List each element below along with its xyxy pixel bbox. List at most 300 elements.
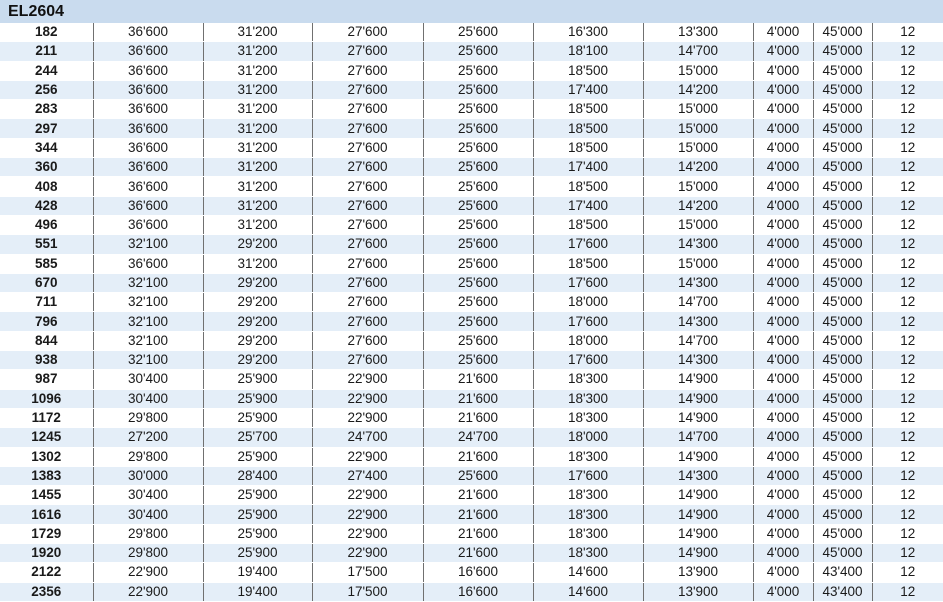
row-value-cell: 25'600	[423, 312, 533, 331]
row-value-cell: 19'400	[203, 582, 312, 601]
row-value-cell: 27'600	[312, 312, 423, 331]
row-value-cell: 17'400	[533, 158, 643, 177]
row-value-cell: 22'900	[312, 389, 423, 408]
row-value-cell: 31'200	[203, 100, 312, 119]
row-model-cell: 428	[0, 196, 93, 215]
row-value-cell: 27'600	[312, 273, 423, 292]
row-model-cell: 182	[0, 23, 93, 42]
row-value-cell: 4'000	[753, 544, 813, 563]
table-row	[0, 23, 943, 42]
row-value-cell: 45'000	[813, 235, 872, 254]
row-value-cell: 29'200	[203, 273, 312, 292]
row-value-cell: 17'400	[533, 80, 643, 99]
row-value-cell: 12	[872, 466, 943, 485]
row-value-cell: 45'000	[813, 331, 872, 350]
row-value-cell: 21'600	[423, 408, 533, 427]
row-value-cell: 4'000	[753, 486, 813, 505]
row-value-cell: 25'600	[423, 100, 533, 119]
row-value-cell: 4'000	[753, 563, 813, 582]
row-value-cell: 45'000	[813, 389, 872, 408]
row-value-cell: 27'600	[312, 23, 423, 42]
row-value-cell: 14'900	[643, 408, 753, 427]
table-row	[0, 254, 943, 273]
row-value-cell: 27'600	[312, 351, 423, 370]
row-value-cell: 31'200	[203, 215, 312, 234]
row-value-cell: 4'000	[753, 80, 813, 99]
row-value-cell: 12	[872, 351, 943, 370]
row-value-cell: 22'900	[312, 370, 423, 389]
row-value-cell: 29'200	[203, 331, 312, 350]
row-value-cell: 28'400	[203, 466, 312, 485]
row-value-cell: 36'600	[93, 196, 203, 215]
row-value-cell: 18'300	[533, 408, 643, 427]
row-value-cell: 12	[872, 312, 943, 331]
row-value-cell: 30'400	[93, 486, 203, 505]
row-value-cell: 27'600	[312, 119, 423, 138]
table-row	[0, 389, 943, 408]
row-value-cell: 13'900	[643, 563, 753, 582]
row-value-cell: 30'400	[93, 370, 203, 389]
row-value-cell: 14'700	[643, 331, 753, 350]
row-value-cell: 18'300	[533, 524, 643, 543]
row-model-cell: 1172	[0, 408, 93, 427]
table-row	[0, 273, 943, 292]
row-value-cell: 45'000	[813, 158, 872, 177]
row-value-cell: 17'600	[533, 235, 643, 254]
row-value-cell: 21'600	[423, 370, 533, 389]
row-value-cell: 12	[872, 100, 943, 119]
row-value-cell: 32'100	[93, 273, 203, 292]
row-model-cell: 360	[0, 158, 93, 177]
row-value-cell: 12	[872, 158, 943, 177]
row-value-cell: 30'400	[93, 505, 203, 524]
row-value-cell: 15'000	[643, 177, 753, 196]
row-value-cell: 45'000	[813, 447, 872, 466]
row-value-cell: 14'900	[643, 524, 753, 543]
row-value-cell: 45'000	[813, 61, 872, 80]
row-value-cell: 15'000	[643, 100, 753, 119]
row-value-cell: 25'600	[423, 42, 533, 61]
row-model-cell: 256	[0, 80, 93, 99]
row-value-cell: 18'100	[533, 42, 643, 61]
row-value-cell: 12	[872, 331, 943, 350]
row-value-cell: 27'600	[312, 80, 423, 99]
row-value-cell: 17'500	[312, 582, 423, 601]
row-value-cell: 18'500	[533, 119, 643, 138]
row-value-cell: 17'600	[533, 466, 643, 485]
row-value-cell: 12	[872, 23, 943, 42]
row-value-cell: 18'000	[533, 428, 643, 447]
row-value-cell: 29'200	[203, 351, 312, 370]
table-row	[0, 582, 943, 601]
row-model-cell: 283	[0, 100, 93, 119]
row-model-cell: 1245	[0, 428, 93, 447]
table-row	[0, 447, 943, 466]
row-value-cell: 14'300	[643, 351, 753, 370]
row-value-cell: 15'000	[643, 138, 753, 157]
row-value-cell: 43'400	[813, 563, 872, 582]
row-value-cell: 31'200	[203, 158, 312, 177]
row-value-cell: 27'600	[312, 331, 423, 350]
row-value-cell: 25'600	[423, 196, 533, 215]
table-row	[0, 177, 943, 196]
row-value-cell: 25'900	[203, 447, 312, 466]
row-value-cell: 14'900	[643, 389, 753, 408]
row-value-cell: 12	[872, 544, 943, 563]
row-value-cell: 15'000	[643, 119, 753, 138]
row-value-cell: 4'000	[753, 524, 813, 543]
row-value-cell: 4'000	[753, 447, 813, 466]
row-value-cell: 29'800	[93, 408, 203, 427]
row-value-cell: 30'400	[93, 389, 203, 408]
row-value-cell: 36'600	[93, 254, 203, 273]
row-value-cell: 4'000	[753, 370, 813, 389]
row-value-cell: 45'000	[813, 351, 872, 370]
row-value-cell: 31'200	[203, 177, 312, 196]
row-value-cell: 16'300	[533, 23, 643, 42]
row-value-cell: 16'600	[423, 563, 533, 582]
table-row	[0, 408, 943, 427]
row-value-cell: 17'400	[533, 196, 643, 215]
row-value-cell: 12	[872, 177, 943, 196]
row-value-cell: 14'300	[643, 312, 753, 331]
row-model-cell: 244	[0, 61, 93, 80]
row-value-cell: 36'600	[93, 177, 203, 196]
row-model-cell: 1455	[0, 486, 93, 505]
table-row	[0, 119, 943, 138]
row-value-cell: 29'800	[93, 447, 203, 466]
row-value-cell: 14'200	[643, 196, 753, 215]
row-model-cell: 344	[0, 138, 93, 157]
row-value-cell: 32'100	[93, 293, 203, 312]
row-value-cell: 4'000	[753, 23, 813, 42]
row-value-cell: 25'600	[423, 235, 533, 254]
row-value-cell: 18'300	[533, 447, 643, 466]
table-row	[0, 80, 943, 99]
row-value-cell: 14'700	[643, 42, 753, 61]
row-value-cell: 25'600	[423, 331, 533, 350]
row-value-cell: 4'000	[753, 505, 813, 524]
row-value-cell: 25'900	[203, 505, 312, 524]
spec-table-body	[0, 23, 943, 601]
row-value-cell: 4'000	[753, 158, 813, 177]
row-value-cell: 30'000	[93, 466, 203, 485]
table-row	[0, 428, 943, 447]
row-value-cell: 25'900	[203, 370, 312, 389]
row-value-cell: 17'600	[533, 351, 643, 370]
row-model-cell: 796	[0, 312, 93, 331]
row-value-cell: 32'100	[93, 351, 203, 370]
row-value-cell: 45'000	[813, 486, 872, 505]
row-value-cell: 17'600	[533, 312, 643, 331]
row-value-cell: 14'900	[643, 486, 753, 505]
row-value-cell: 4'000	[753, 293, 813, 312]
table-row	[0, 138, 943, 157]
row-value-cell: 12	[872, 428, 943, 447]
row-value-cell: 45'000	[813, 428, 872, 447]
table-row	[0, 293, 943, 312]
row-value-cell: 15'000	[643, 215, 753, 234]
row-value-cell: 32'100	[93, 331, 203, 350]
row-value-cell: 4'000	[753, 254, 813, 273]
row-value-cell: 18'500	[533, 254, 643, 273]
table-row	[0, 215, 943, 234]
row-value-cell: 14'300	[643, 466, 753, 485]
table-row	[0, 312, 943, 331]
row-value-cell: 36'600	[93, 100, 203, 119]
table-title-bar	[0, 0, 943, 23]
row-value-cell: 29'200	[203, 312, 312, 331]
row-model-cell: 297	[0, 119, 93, 138]
row-value-cell: 45'000	[813, 254, 872, 273]
row-value-cell: 14'900	[643, 505, 753, 524]
row-value-cell: 36'600	[93, 138, 203, 157]
row-value-cell: 14'700	[643, 428, 753, 447]
row-value-cell: 14'900	[643, 544, 753, 563]
row-value-cell: 22'900	[312, 447, 423, 466]
row-value-cell: 25'900	[203, 524, 312, 543]
table-title: EL2604	[8, 2, 65, 20]
row-value-cell: 25'900	[203, 544, 312, 563]
row-value-cell: 45'000	[813, 370, 872, 389]
row-value-cell: 17'500	[312, 563, 423, 582]
row-value-cell: 31'200	[203, 80, 312, 99]
row-value-cell: 15'000	[643, 61, 753, 80]
row-value-cell: 4'000	[753, 312, 813, 331]
table-row	[0, 158, 943, 177]
row-value-cell: 12	[872, 505, 943, 524]
row-value-cell: 14'200	[643, 80, 753, 99]
row-value-cell: 4'000	[753, 582, 813, 601]
row-value-cell: 12	[872, 524, 943, 543]
row-model-cell: 2122	[0, 563, 93, 582]
table-row	[0, 486, 943, 505]
row-value-cell: 21'600	[423, 389, 533, 408]
row-value-cell: 18'500	[533, 215, 643, 234]
row-value-cell: 12	[872, 215, 943, 234]
table-row	[0, 196, 943, 215]
table-row	[0, 505, 943, 524]
row-value-cell: 4'000	[753, 177, 813, 196]
row-value-cell: 27'600	[312, 61, 423, 80]
row-value-cell: 25'600	[423, 80, 533, 99]
row-value-cell: 24'700	[312, 428, 423, 447]
row-value-cell: 12	[872, 80, 943, 99]
row-value-cell: 4'000	[753, 196, 813, 215]
row-value-cell: 45'000	[813, 42, 872, 61]
row-model-cell: 1302	[0, 447, 93, 466]
row-value-cell: 18'500	[533, 100, 643, 119]
row-value-cell: 12	[872, 254, 943, 273]
table-row	[0, 524, 943, 543]
row-value-cell: 31'200	[203, 61, 312, 80]
row-model-cell: 551	[0, 235, 93, 254]
row-value-cell: 27'600	[312, 196, 423, 215]
row-value-cell: 12	[872, 293, 943, 312]
row-value-cell: 25'900	[203, 408, 312, 427]
row-value-cell: 12	[872, 408, 943, 427]
row-value-cell: 4'000	[753, 215, 813, 234]
row-value-cell: 22'900	[312, 524, 423, 543]
row-value-cell: 25'900	[203, 486, 312, 505]
row-value-cell: 36'600	[93, 119, 203, 138]
row-value-cell: 4'000	[753, 61, 813, 80]
row-model-cell: 1729	[0, 524, 93, 543]
row-value-cell: 45'000	[813, 312, 872, 331]
row-value-cell: 4'000	[753, 119, 813, 138]
row-value-cell: 4'000	[753, 466, 813, 485]
row-value-cell: 18'300	[533, 544, 643, 563]
row-value-cell: 36'600	[93, 23, 203, 42]
row-value-cell: 12	[872, 61, 943, 80]
row-value-cell: 22'900	[312, 486, 423, 505]
row-value-cell: 25'600	[423, 293, 533, 312]
row-value-cell: 31'200	[203, 119, 312, 138]
row-value-cell: 14'300	[643, 273, 753, 292]
row-value-cell: 22'900	[312, 408, 423, 427]
row-value-cell: 25'700	[203, 428, 312, 447]
row-value-cell: 31'200	[203, 42, 312, 61]
row-value-cell: 45'000	[813, 215, 872, 234]
row-value-cell: 31'200	[203, 138, 312, 157]
row-value-cell: 21'600	[423, 486, 533, 505]
row-value-cell: 45'000	[813, 293, 872, 312]
row-value-cell: 25'600	[423, 119, 533, 138]
row-value-cell: 45'000	[813, 100, 872, 119]
table-row	[0, 351, 943, 370]
row-value-cell: 21'600	[423, 447, 533, 466]
row-value-cell: 12	[872, 42, 943, 61]
row-value-cell: 45'000	[813, 466, 872, 485]
row-value-cell: 36'600	[93, 61, 203, 80]
row-value-cell: 4'000	[753, 100, 813, 119]
table-row	[0, 235, 943, 254]
row-value-cell: 45'000	[813, 544, 872, 563]
row-value-cell: 25'600	[423, 177, 533, 196]
row-value-cell: 36'600	[93, 80, 203, 99]
row-value-cell: 31'200	[203, 196, 312, 215]
row-value-cell: 25'600	[423, 23, 533, 42]
row-value-cell: 25'600	[423, 158, 533, 177]
row-value-cell: 27'200	[93, 428, 203, 447]
row-value-cell: 45'000	[813, 505, 872, 524]
row-value-cell: 14'300	[643, 235, 753, 254]
row-value-cell: 24'700	[423, 428, 533, 447]
row-value-cell: 4'000	[753, 351, 813, 370]
row-value-cell: 12	[872, 582, 943, 601]
row-value-cell: 25'600	[423, 273, 533, 292]
row-value-cell: 18'300	[533, 389, 643, 408]
row-model-cell: 711	[0, 293, 93, 312]
row-value-cell: 18'500	[533, 177, 643, 196]
row-model-cell: 1920	[0, 544, 93, 563]
row-value-cell: 13'900	[643, 582, 753, 601]
row-value-cell: 43'400	[813, 582, 872, 601]
row-value-cell: 25'600	[423, 215, 533, 234]
row-value-cell: 15'000	[643, 254, 753, 273]
spec-table	[0, 23, 943, 602]
row-model-cell: 2356	[0, 582, 93, 601]
row-value-cell: 12	[872, 138, 943, 157]
row-model-cell: 670	[0, 273, 93, 292]
row-value-cell: 27'600	[312, 293, 423, 312]
row-value-cell: 45'000	[813, 23, 872, 42]
row-model-cell: 408	[0, 177, 93, 196]
row-value-cell: 45'000	[813, 80, 872, 99]
row-model-cell: 585	[0, 254, 93, 273]
row-value-cell: 29'800	[93, 544, 203, 563]
row-value-cell: 36'600	[93, 158, 203, 177]
row-model-cell: 1383	[0, 466, 93, 485]
table-row	[0, 42, 943, 61]
row-value-cell: 21'600	[423, 524, 533, 543]
row-value-cell: 4'000	[753, 428, 813, 447]
row-value-cell: 45'000	[813, 196, 872, 215]
row-model-cell: 1616	[0, 505, 93, 524]
row-value-cell: 4'000	[753, 138, 813, 157]
table-row	[0, 370, 943, 389]
row-value-cell: 27'400	[312, 466, 423, 485]
row-value-cell: 12	[872, 196, 943, 215]
row-value-cell: 12	[872, 370, 943, 389]
row-value-cell: 21'600	[423, 544, 533, 563]
table-row	[0, 100, 943, 119]
row-value-cell: 22'900	[312, 505, 423, 524]
row-value-cell: 29'800	[93, 524, 203, 543]
row-value-cell: 27'600	[312, 158, 423, 177]
table-row	[0, 466, 943, 485]
row-value-cell: 14'200	[643, 158, 753, 177]
row-value-cell: 18'300	[533, 505, 643, 524]
row-value-cell: 14'900	[643, 370, 753, 389]
row-value-cell: 27'600	[312, 138, 423, 157]
row-value-cell: 32'100	[93, 312, 203, 331]
row-value-cell: 12	[872, 273, 943, 292]
row-value-cell: 12	[872, 119, 943, 138]
table-row	[0, 563, 943, 582]
row-value-cell: 27'600	[312, 177, 423, 196]
table-row	[0, 544, 943, 563]
table-row	[0, 61, 943, 80]
row-value-cell: 18'500	[533, 138, 643, 157]
row-value-cell: 27'600	[312, 254, 423, 273]
row-value-cell: 45'000	[813, 138, 872, 157]
row-value-cell: 25'900	[203, 389, 312, 408]
row-value-cell: 22'900	[312, 544, 423, 563]
row-value-cell: 12	[872, 486, 943, 505]
row-value-cell: 27'600	[312, 215, 423, 234]
row-value-cell: 45'000	[813, 177, 872, 196]
row-value-cell: 12	[872, 235, 943, 254]
row-value-cell: 12	[872, 389, 943, 408]
row-value-cell: 18'000	[533, 331, 643, 350]
row-value-cell: 27'600	[312, 100, 423, 119]
row-value-cell: 14'600	[533, 563, 643, 582]
row-value-cell: 25'600	[423, 351, 533, 370]
row-value-cell: 22'900	[93, 582, 203, 601]
row-value-cell: 31'200	[203, 254, 312, 273]
row-value-cell: 18'500	[533, 61, 643, 80]
row-value-cell: 45'000	[813, 524, 872, 543]
row-value-cell: 4'000	[753, 273, 813, 292]
row-model-cell: 844	[0, 331, 93, 350]
row-value-cell: 32'100	[93, 235, 203, 254]
row-value-cell: 45'000	[813, 273, 872, 292]
row-value-cell: 12	[872, 563, 943, 582]
row-value-cell: 19'400	[203, 563, 312, 582]
row-value-cell: 14'600	[533, 582, 643, 601]
row-value-cell: 14'900	[643, 447, 753, 466]
